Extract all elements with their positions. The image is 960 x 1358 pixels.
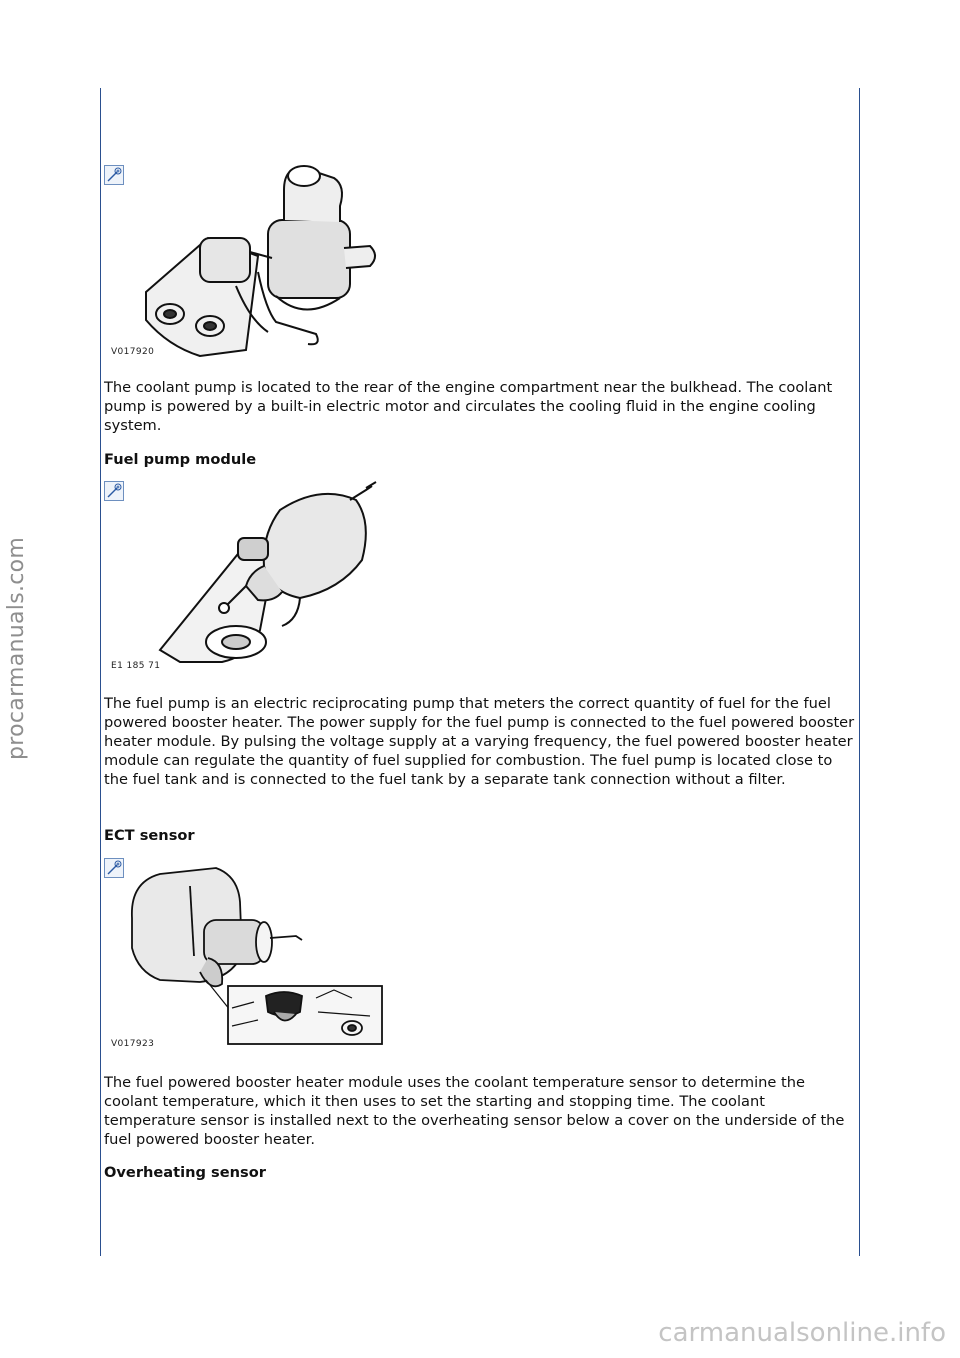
figure-label: E1 185 71 [111,661,161,671]
ect-sensor-illustration [120,862,390,1048]
coolant-pump-paragraph: The coolant pump is located to the rear of the engine compartment near the bulkhead. The coolant pump is powered by a built-in electric motor and circulates the cooling fluid in the engine cooling system. [104,379,833,434]
side-watermark: procarmanuals.com [4,536,29,760]
right-margin-rule [859,88,860,1256]
left-margin-rule [100,88,101,1256]
section-heading-ect-sensor: ECT sensor [104,827,195,844]
section-heading-overheating-sensor: Overheating sensor [104,1164,266,1181]
fuel-pump-paragraph: The fuel pump is an electric reciprocating pump that meters the correct quantity of fuel for the fuel powered booster heater. The power supply for the fuel pump is connected to the fuel powered booster heater module. By pulsing the voltage supply at a varying frequency, the fuel powered booster heater module can regulate the quantity of fuel supplied for combustion. The fuel pump is located close to the fuel tank and is connected to the fuel tank by a separate tank connection without a filter. [104,695,855,788]
zoom-in-icon[interactable] [104,481,124,501]
section-heading-fuel-pump-module: Fuel pump module [104,451,257,468]
bottom-watermark: carmanualsonline.info [658,1318,946,1348]
figure-label: V017920 [111,347,155,357]
coolant-pump-illustration [108,160,398,360]
fuel-pump-module-illustration [150,480,390,670]
ect-sensor-paragraph: The fuel powered booster heater module uses the coolant temperature sensor to determine the coolant temperature, which it then uses to set the starting and stopping time. The coolant temperature sensor is installed next to the overheating sensor below a cover on the underside of the fuel powered booster heater. [104,1074,845,1148]
figure-label: V017923 [111,1039,155,1049]
